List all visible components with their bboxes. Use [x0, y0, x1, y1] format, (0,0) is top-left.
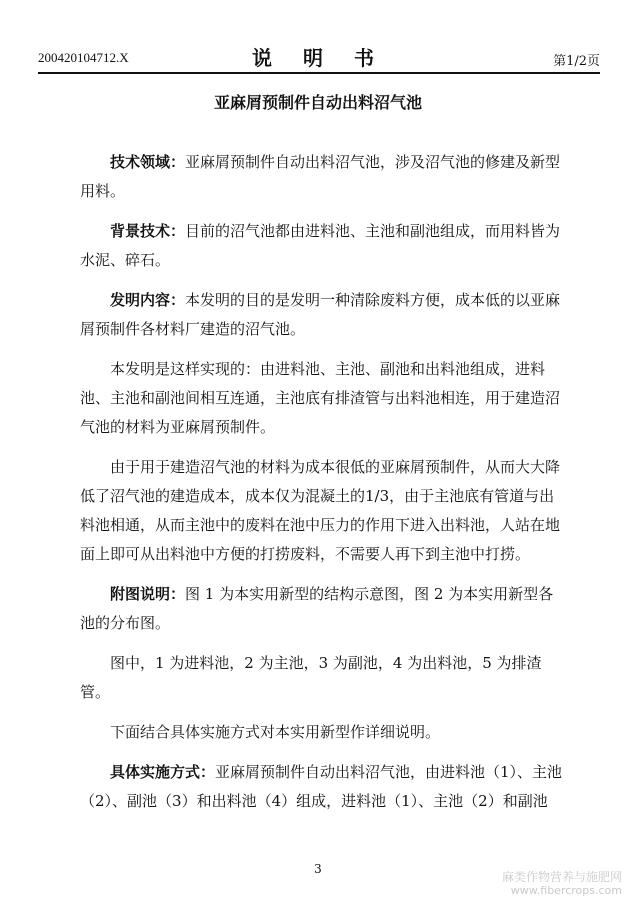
- document-type-title: 说 明 书: [252, 46, 386, 70]
- paragraph-invention-content: [80, 286, 564, 344]
- watermark-url: www.fibercrops.com: [510, 884, 622, 897]
- paragraph-text: 本发明是这样实现的：由进料池、主池、副池和出料池组成，进料池、主池和副池间相互连通，主池底有排渣管与出料池相连，用于建造沼气池的材料为亚麻屑预制件。: [80, 360, 561, 436]
- paragraph-text: 图中，1 为进料池，2 为主池，3 为副池，4 为出料池，5 为排渣管。: [80, 654, 542, 701]
- document-header: [38, 40, 600, 74]
- paragraph-figure-description: [80, 580, 564, 638]
- paragraph-advantages: [80, 453, 564, 569]
- paragraph-text: 由于用于建造沼气池的材料为成本很低的亚麻屑预制件，从而大大降低了沼气池的建造成本，成本仅为混凝土的1/3，由于主池底有管道与出料池相通，从而主池中的废料在池中压力的作用下进入出料池，人站在地面上即可从出料池中方便的打捞废料，不需要人再下到主池中打捞。: [80, 458, 561, 563]
- paragraph-label: 发明内容：: [110, 291, 186, 309]
- paragraph-label: 技术领域：: [110, 153, 186, 171]
- paragraph-label: 具体实施方式：: [110, 763, 216, 781]
- paragraph-technical-field: [80, 148, 564, 206]
- document-number: 200420104712.X: [38, 50, 129, 65]
- page-indicator: 第1/2页: [553, 54, 600, 69]
- page-number: 3: [314, 862, 322, 876]
- paragraph-text: 亚麻屑预制件自动出料沼气池，由进料池（1）、主池（2）、副池（3）和出料池（4）组成，进料池（1）、主池（2）和副池: [80, 763, 563, 810]
- paragraph-text: 目前的沼气池都由进料池、主池和副池组成，而用料皆为水泥、碎石。: [80, 222, 561, 269]
- invention-title: 亚麻屑预制件自动出料沼气池: [213, 93, 422, 112]
- paragraph-implementation: [80, 355, 564, 442]
- paragraph-text: 本发明的目的是发明一种清除废料方便，成本低的以亚麻屑预制件各材料厂建造的沼气池。: [80, 291, 561, 338]
- paragraph-detailed-intro: [80, 718, 564, 747]
- paragraph-label: 背景技术：: [110, 222, 186, 240]
- paragraph-background: [80, 217, 564, 275]
- paragraph-label: 附图说明：: [110, 585, 186, 603]
- watermark-text: 麻类作物营养与施肥网: [501, 870, 622, 884]
- document-body: [80, 148, 564, 827]
- paragraph-text: 图 1 为本实用新型的结构示意图，图 2 为本实用新型各池的分布图。: [80, 585, 554, 632]
- paragraph-embodiment: [80, 758, 564, 816]
- paragraph-text: 亚麻屑预制件自动出料沼气池，涉及沼气池的修建及新型用料。: [80, 153, 561, 200]
- paragraph-text: 下面结合具体实施方式对本实用新型作详细说明。: [110, 723, 441, 741]
- paragraph-figure-legend: [80, 649, 564, 707]
